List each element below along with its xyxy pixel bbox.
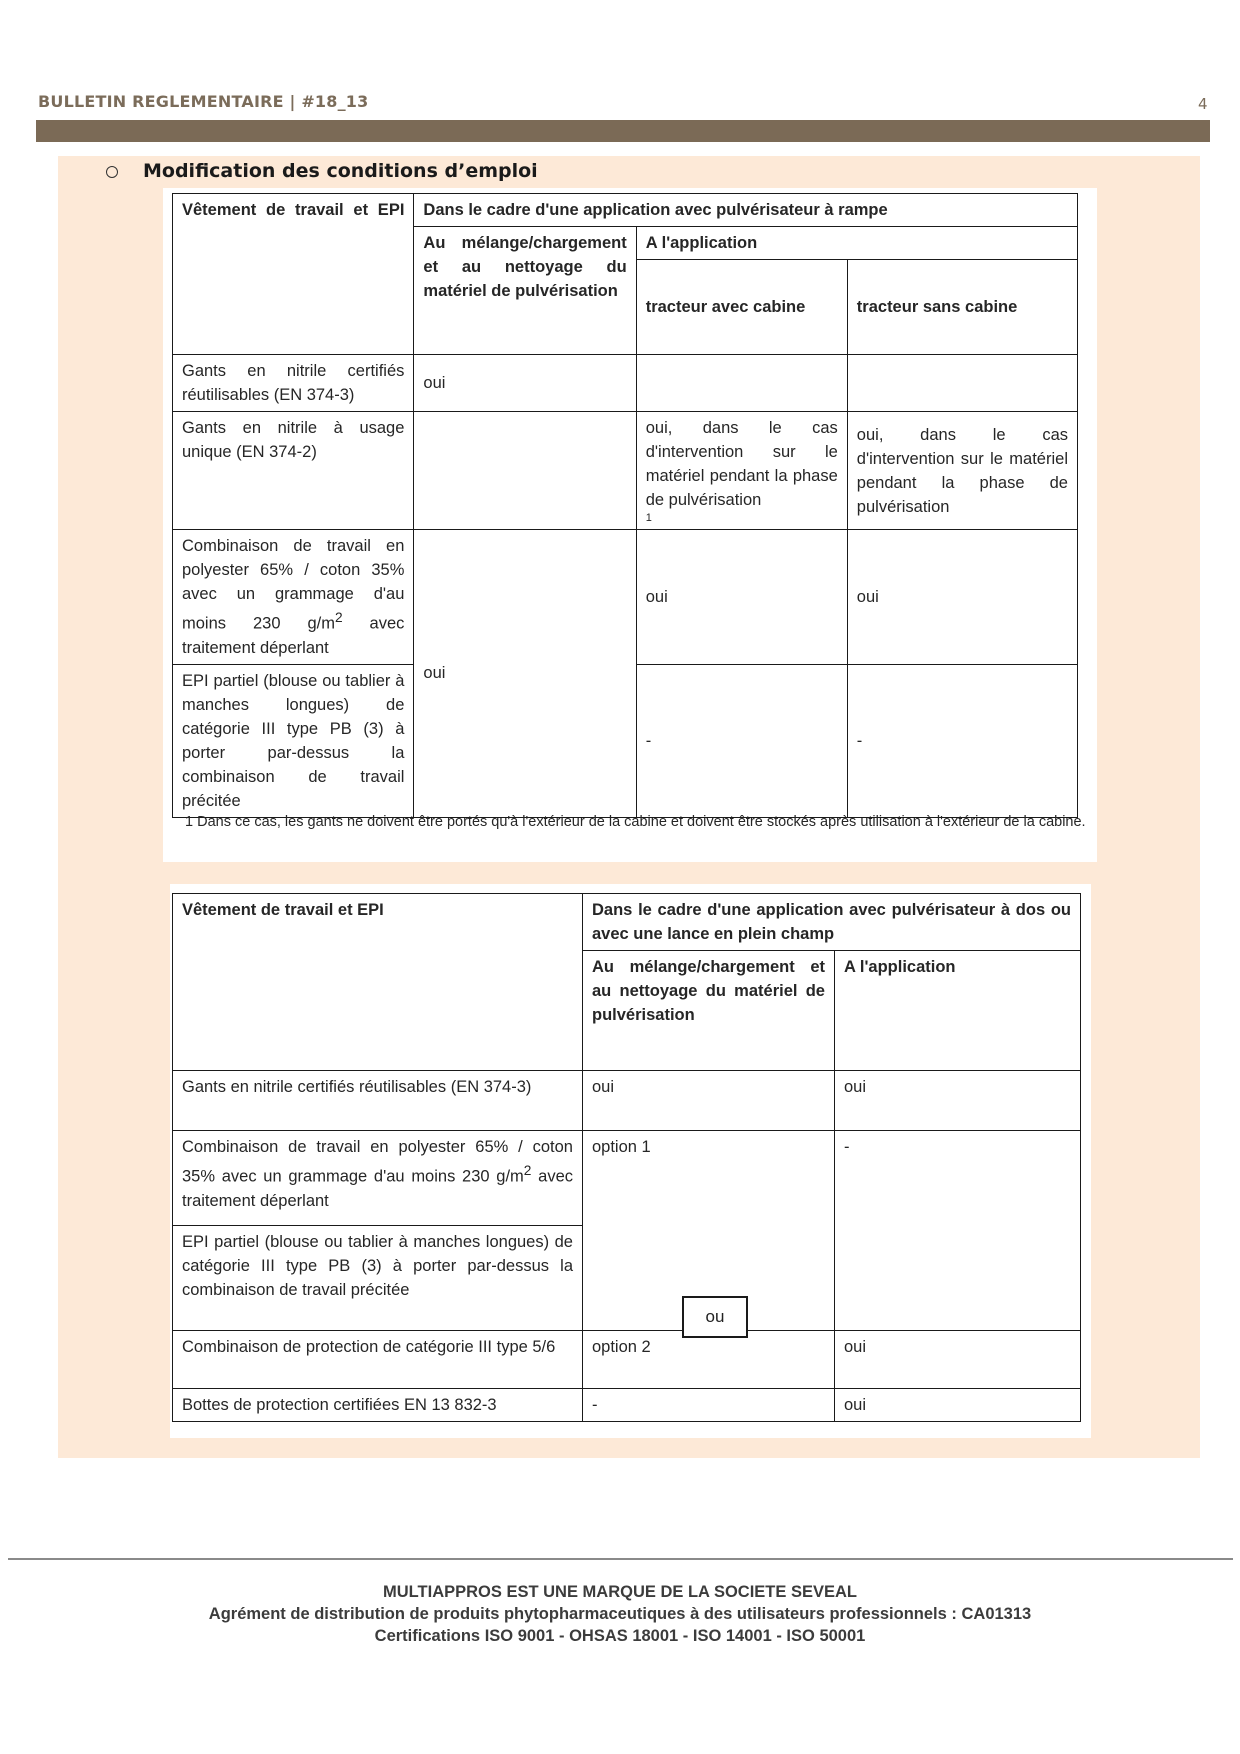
row-mixing: oui [414,355,636,412]
bulletin-title: BULLETIN REGLEMENTAIRE | #18_13 [38,92,369,111]
row-mixing: oui [414,530,636,818]
sub-header-with-cab: tracteur avec cabine [636,260,847,355]
row-without-cab [847,355,1077,412]
group-header: Dans le cadre d'une application avec pulvérisateur à dos ou avec une lance en plein champ [583,894,1081,951]
row-item: Bottes de protection certifiées EN 13 832-3 [173,1389,583,1422]
row-mixing [414,412,636,530]
row-with-cab: oui, dans le cas d'intervention sur le matériel pendant la phase de pulvérisation 1 [636,412,847,530]
row-with-cab: - [636,664,847,817]
table-footnote: 1 Dans ce cas, les gants ne doivent être portés qu'à l'extérieur de la cabine et doivent être stockés après utilisation à l'extérieur de la cabine. [185,814,1086,830]
backpack-sprayer-ppe-table [172,893,1081,1422]
row-mixing: - [583,1389,835,1422]
table-row [173,1389,1081,1422]
row-without-cab: oui [847,530,1077,665]
row-application: oui [835,1331,1081,1389]
sub-header-without-cab: tracteur sans cabine [847,260,1077,355]
application-header: A l'application [636,227,1077,260]
group-header: Dans le cadre d'une application avec pulvérisateur à rampe [414,194,1078,227]
row-mixing: option 1 [583,1131,835,1331]
footer-certifications: Certifications ISO 9001 - OHSAS 18001 - ISO 14001 - ISO 50001 [374,1627,866,1645]
table-row [173,355,1078,412]
row-with-cab [636,355,847,412]
footer-divider [8,1558,1233,1560]
column-header-ppe: Vêtement de travail et EPI [173,194,414,355]
row-item: Gants en nitrile à usage unique (EN 374-2) [173,412,414,530]
row-item: Combinaison de travail en polyester 65% / coton 35% avec un grammage d'au moins 230 $g/m^2$ avec traitement déperlant [173,1131,583,1226]
mixing-header: Au mélange/chargement et au nettoyage du matériel de pulvérisation [414,227,636,355]
boom-sprayer-ppe-table [172,193,1078,818]
row-item: Gants en nitrile certifiés réutilisables (EN 374-3) [173,1071,583,1131]
row-item: Gants en nitrile certifiés réutilisables (EN 374-3) [173,355,414,412]
row-item: EPI partiel (blouse ou tablier à manches longues) de catégorie III type PB (3) à porter par-dessus la combinaison de travail précitée [173,664,414,817]
table-row [173,530,1078,665]
table-row [173,1071,1081,1131]
page-number: 4 [1198,95,1208,113]
column-header-ppe: Vêtement de travail et EPI [173,894,583,1071]
mixing-header: Au mélange/chargement et au nettoyage du matériel de pulvérisation [583,951,835,1071]
row-item: Combinaison de travail en polyester 65% / coton 35% avec un grammage d'au moins 230 $g/m^2$ avec traitement déperlant [173,530,414,665]
row-application: - [835,1131,1081,1331]
row-with-cab: oui [636,530,847,665]
footer-brand: MULTIAPPROS EST UNE MARQUE DE LA SOCIETE SEVEAL [383,1583,857,1601]
table-row [173,1331,1081,1389]
row-application: oui [835,1389,1081,1422]
row-item: Combinaison de protection de catégorie III type 5/6 [173,1331,583,1389]
header-bar [36,120,1210,142]
footnote-ref: 1 [645,512,652,524]
row-without-cab: - [847,664,1077,817]
row-application: oui [835,1071,1081,1131]
or-box: ou [682,1296,748,1338]
footer-approval: Agrément de distribution de produits phytopharmaceutiques à des utilisateurs professionnels : CA01313 [208,1605,1032,1623]
table-row [173,412,1078,530]
table-row [173,1131,1081,1226]
section-title: Modification des conditions d’emploi [143,160,538,182]
row-mixing: option 2 [583,1331,835,1389]
application-header: A l'application [835,951,1081,1071]
row-item: EPI partiel (blouse ou tablier à manches longues) de catégorie III type PB (3) à porter par-dessus la combinaison de travail précitée [173,1226,583,1331]
row-without-cab: oui, dans le cas d'intervention sur le matériel pendant la phase de pulvérisation [847,412,1077,530]
circle-bullet-icon [106,166,118,178]
row-mixing: oui [583,1071,835,1131]
